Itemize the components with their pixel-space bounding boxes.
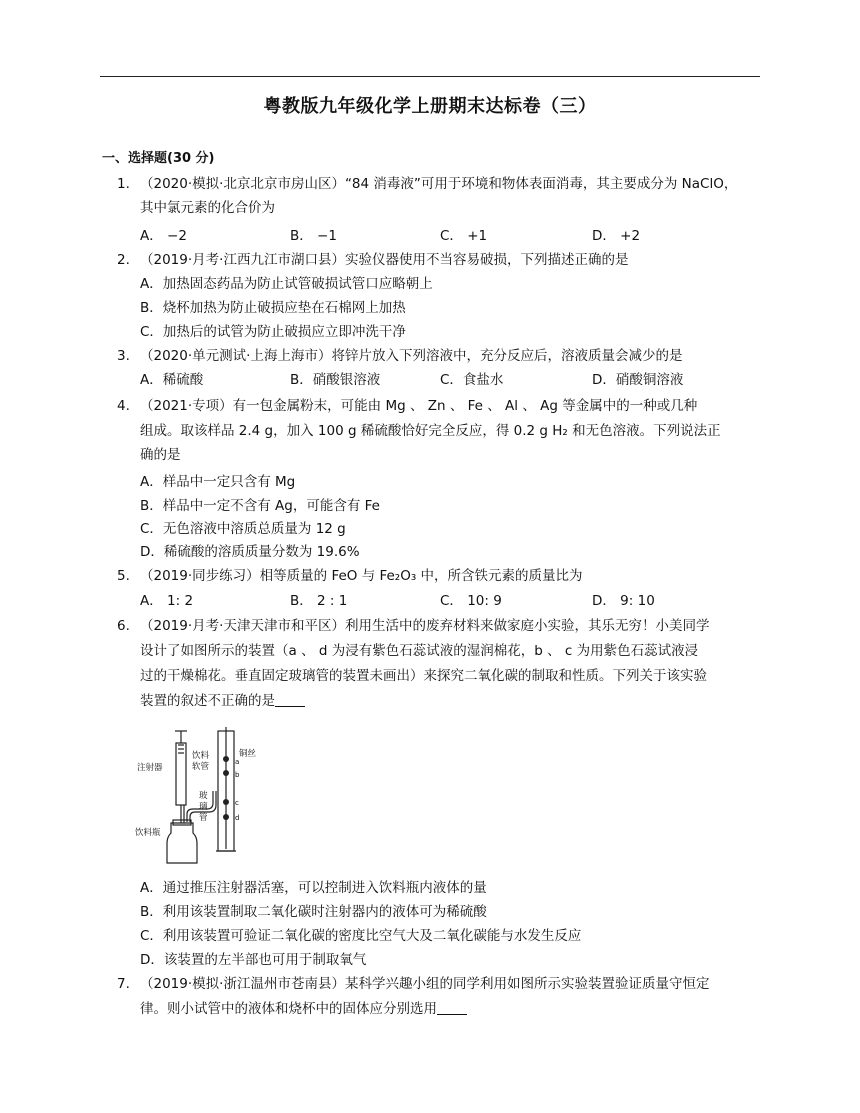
cotton-b <box>223 770 229 776</box>
cotton-c <box>223 799 229 805</box>
answer-blank[interactable] <box>437 1000 467 1015</box>
header-rule <box>100 76 760 77</box>
cotton-d <box>223 814 229 820</box>
question-text: 过的干燥棉花。垂直固定玻璃管的装置未画出）来探究二氧化碳的制取和性质。下列关于该实验 <box>140 668 707 684</box>
option-a[interactable]: A． 1: 2 <box>140 593 194 609</box>
question-5 <box>117 564 762 588</box>
question-number: 1. <box>117 176 130 192</box>
option-c[interactable]: C．利用该装置可验证二氧化碳的密度比空气大及二氧化碳能与水发生反应 <box>140 928 582 944</box>
question-7 <box>117 972 762 1021</box>
question-text: 确的是 <box>140 447 181 463</box>
option-c[interactable]: C． 10: 9 <box>440 593 502 609</box>
cotton-a <box>223 756 229 762</box>
option-a[interactable]: A．加热固态药品为防止试管破损试管口应略朝上 <box>140 276 433 292</box>
question-text: 装置的叙述不正确的是 <box>140 693 275 709</box>
option-a[interactable]: A． −2 <box>140 228 187 244</box>
label-a: a <box>235 758 240 766</box>
option-d[interactable]: D．该装置的左半部也可用于制取氧气 <box>140 952 367 968</box>
question-text: （2019·模拟·浙江温州市苍南县）某科学兴趣小组的同学利用如图所示实验装置验证质量守恒定 <box>140 976 710 992</box>
label-c: c <box>235 799 239 807</box>
page-title: 粤教版九年级化学上册期末达标卷（三） <box>263 96 597 117</box>
question-number: 7. <box>117 976 130 992</box>
option-c[interactable]: C．加热后的试管为防止破损应立即冲洗干净 <box>140 324 406 340</box>
syringe-barrel <box>176 743 186 805</box>
option-a[interactable]: A．样品中一定只含有 Mg <box>140 474 296 490</box>
option-b[interactable]: B． 2 : 1 <box>290 593 348 609</box>
question-number: 3. <box>117 348 130 364</box>
option-d[interactable]: D． +2 <box>592 228 641 244</box>
question-4 <box>117 394 762 467</box>
question-text: （2019·月考·天津天津市和平区）利用生活中的废弃材料来做家庭小实验，其乐无穷！小美同学 <box>140 618 710 634</box>
option-b[interactable]: B．利用该装置制取二氧化碳时注射器内的液体可为稀硫酸 <box>140 904 487 920</box>
question-6 <box>117 614 762 713</box>
question-number: 2. <box>117 252 130 268</box>
question-number: 5. <box>117 568 130 584</box>
option-d[interactable]: D．稀硫酸的溶质质量分数为 19.6% <box>140 544 360 560</box>
label-glass: 玻璃管 <box>199 791 208 823</box>
option-c[interactable]: C． +1 <box>440 228 488 244</box>
section-heading: 一、选择题(30 分) <box>102 151 215 166</box>
option-b[interactable]: B．样品中一定不含有 Ag，可能含有 Fe <box>140 498 380 514</box>
option-c[interactable]: C．无色溶液中溶质总质量为 12 g <box>140 521 346 537</box>
question-text: （2020·单元测试·上海上海市）将锌片放入下列溶液中，充分反应后，溶液质量会减少的是 <box>140 348 683 364</box>
question-text: （2020·模拟·北京北京市房山区）“84 消毒液”可用于环境和物体表面消毒，其主要成分为 NaClO， <box>140 176 738 192</box>
label-bottle: 饮料瓶 <box>135 828 161 838</box>
label-syringe: 注射器 <box>137 763 163 773</box>
apparatus-figure <box>135 723 280 868</box>
question-2 <box>117 248 762 272</box>
label-d: d <box>235 814 240 822</box>
question-3 <box>117 344 762 368</box>
question-text: 律。则小试管中的液体和烧杯中的固体应分别选用 <box>140 1001 437 1017</box>
option-b[interactable]: B．硝酸银溶液 <box>290 372 381 388</box>
question-text: （2019·同步练习）相等质量的 FeO 与 Fe₂O₃ 中，所含铁元素的质量比为 <box>140 568 583 584</box>
question-1 <box>117 172 762 220</box>
option-c[interactable]: C．食盐水 <box>440 372 504 388</box>
label-b: b <box>235 771 240 779</box>
question-text: 设计了如图所示的装置（a 、 d 为浸有紫色石蕊试液的湿润棉花，b 、 c 为用紫色石蕊试液浸 <box>140 643 699 659</box>
question-number: 4. <box>117 398 130 414</box>
option-d[interactable]: D．硝酸铜溶液 <box>592 372 684 388</box>
answer-blank[interactable] <box>275 692 305 707</box>
question-text: （2019·月考·江西九江市湖口县）实验仪器使用不当容易破损，下列描述正确的是 <box>140 252 629 268</box>
label-tube: 饮料软管 <box>192 751 210 772</box>
question-text: 其中氯元素的化合价为 <box>140 200 275 216</box>
question-number: 6. <box>117 618 130 634</box>
option-b[interactable]: B．烧杯加热为防止破损应垫在石棉网上加热 <box>140 300 406 316</box>
label-copper: 铜丝 <box>239 749 257 759</box>
option-a[interactable]: A．稀硫酸 <box>140 372 204 388</box>
question-text: 组成。取该样品 2.4 g，加入 100 g 稀硫酸恰好完全反应，得 0.2 g H₂ 和无色溶液。下列说法正 <box>140 423 721 439</box>
option-d[interactable]: D． 9: 10 <box>592 593 655 609</box>
option-a[interactable]: A．通过推压注射器活塞，可以控制进入饮料瓶内液体的量 <box>140 880 487 896</box>
bottle <box>167 823 197 863</box>
option-b[interactable]: B． −1 <box>290 228 337 244</box>
question-text: （2021·专项）有一包金属粉末，可能由 Mg 、 Zn 、 Fe 、 Al 、 Ag 等金属中的一种或几种 <box>140 398 698 414</box>
